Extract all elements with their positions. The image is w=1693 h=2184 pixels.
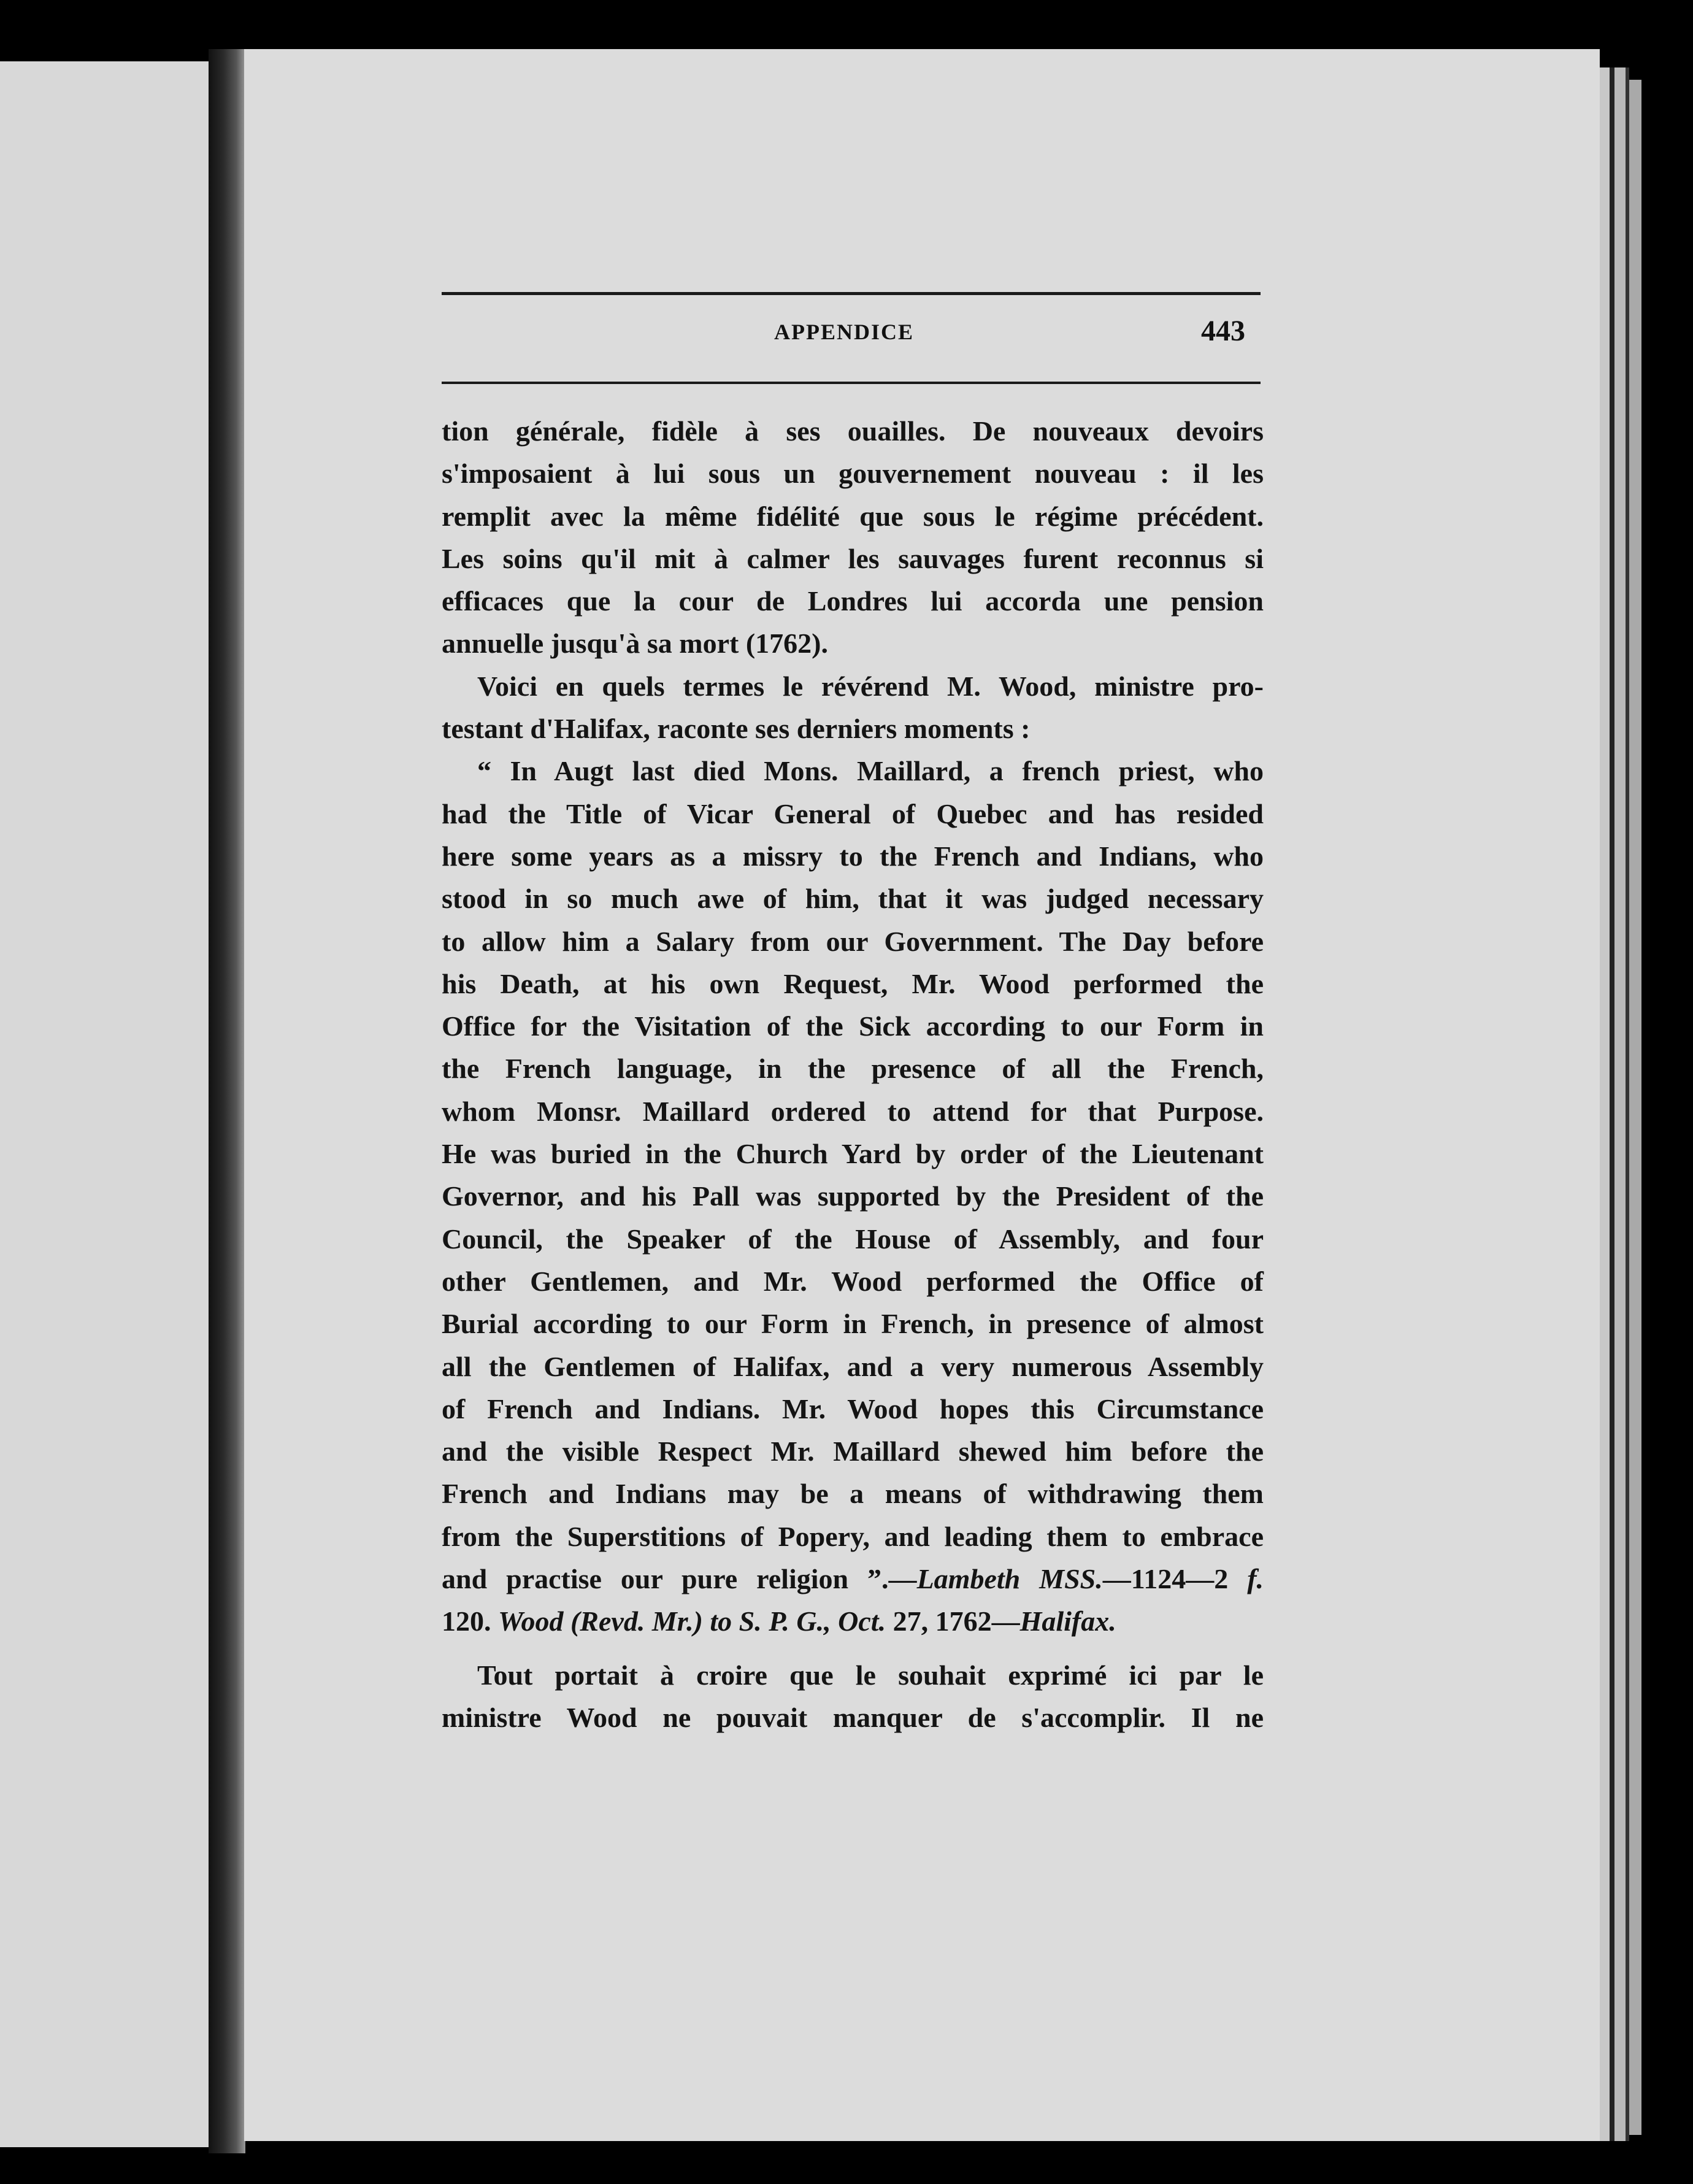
citation-place: Halifax. [1019,1605,1116,1637]
text-line: his Death, at his own Request, Mr. Wood performed the [442,967,1264,999]
paragraph-2 [442,665,1264,750]
citation-author: Wood (Revd. Mr.) to S. P. G., Oct. [498,1605,886,1637]
text-line: Governor, and his Pall was supported by the President of the [442,1180,1264,1212]
text-line: He was buried in the Church Yard by order of the Lieutenant [442,1138,1264,1170]
text-line: tion générale, fidèle à ses ouailles. De nouveaux devoirs [442,415,1264,447]
text-line: efficaces que la cour de Londres lui accorda une pension [442,585,1264,617]
text-line: Burial according to our Form in French, in presence of almost [442,1308,1264,1340]
text-line: and the visible Respect Mr. Maillard shewed him before the [442,1436,1264,1467]
text-line: annuelle jusqu'à sa mort (1762). [442,628,828,659]
text-line: testant d'Halifax, raconte ses derniers moments : [442,713,1031,745]
header-rule-top [442,292,1261,295]
text-line: of French and Indians. Mr. Wood hopes this Circumstance [442,1393,1264,1425]
citation-number: —1124—2 [1102,1563,1229,1595]
text-line: French and Indians may be a means of withdrawing them [442,1478,1264,1510]
citation-line [442,1558,1264,1600]
quote-closing-text: and practise our pure religion ”.— [442,1563,917,1595]
paragraph-3 [442,1654,1264,1739]
citation-date: 27, 1762— [893,1605,1020,1637]
paragraph-1 [442,410,1264,665]
page-edge [1614,67,1626,2141]
text-line: whom Monsr. Maillard ordered to attend for that Purpose. [442,1095,1264,1127]
text-line: had the Title of Vicar General of Quebec and has resided [442,798,1264,829]
header-rule-bottom [442,382,1261,384]
page-edge [1610,67,1614,2141]
page-number: 443 [1201,315,1245,347]
text-line: Council, the Speaker of the House of Assembly, and four [442,1223,1264,1255]
text-line: other Gentlemen, and Mr. Wood performed the Office of [442,1265,1264,1297]
text-line: Tout portait à croire que le souhait exprimé ici par le [477,1659,1264,1691]
text-line: all the Gentlemen of Halifax, and a very numerous Assembly [442,1350,1264,1382]
text-line: to allow him a Salary from our Government. The Day before [442,925,1264,957]
citation-folio: f. [1247,1563,1264,1595]
quotation [442,750,1264,1642]
text-line: Office for the Visitation of the Sick according to our Form in [442,1010,1264,1042]
book-spine [209,49,245,2153]
citation-page: 120. [442,1605,491,1637]
text-line: the French language, in the presence of all the French, [442,1053,1264,1085]
citation-source: Lambeth MSS. [916,1563,1103,1595]
text-line: Voici en quels termes le révérend M. Wood, ministre pro- [477,670,1264,702]
page-edge [1629,80,1641,2135]
text-line: Les soins qu'il mit à calmer les sauvages furent reconnus si [442,542,1264,574]
text-line: ministre Wood ne pouvait manquer de s'accomplir. Il ne [442,1701,1264,1733]
text-line: “ In Augt last died Mons. Maillard, a french priest, who [477,755,1264,787]
text-line: remplit avec la même fidélité que sous le régime précédent. [442,500,1264,532]
text-line: from the Superstitions of Popery, and leading them to embrace [442,1520,1264,1552]
text-line: s'imposaient à lui sous un gouvernement nouveau : il les [442,458,1264,490]
citation-line [442,1600,1264,1642]
body-text [442,410,1264,1739]
facing-page-edge [0,61,228,2147]
text-line: stood in so much awe of him, that it was judged necessary [442,883,1264,915]
page-edge [1600,67,1610,2141]
running-title: APPENDICE [774,320,915,344]
text-line: here some years as a missry to the French and Indians, who [442,840,1264,872]
